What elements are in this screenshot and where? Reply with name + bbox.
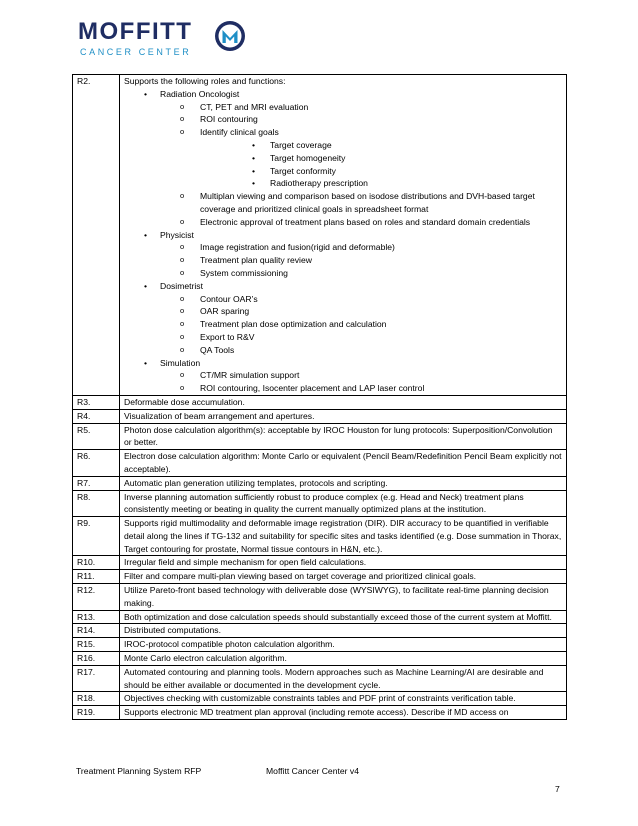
requirement-text: Deformable dose accumulation.: [120, 395, 567, 409]
moffitt-logo: [78, 20, 248, 60]
requirement-text: Distributed computations.: [120, 624, 567, 638]
clinical-goal: • Radiotherapy prescription: [124, 177, 562, 190]
requirement-id: R19.: [73, 706, 120, 720]
requirements-table: [72, 74, 567, 720]
requirement-text: Filter and compare multi-plan viewing based on target coverage and prioritized clinical goals.: [120, 570, 567, 584]
role-function: o System commissioning: [124, 267, 562, 280]
role-name: • Physicist: [124, 229, 562, 242]
requirement-text: Monte Carlo electron calculation algorithm.: [120, 652, 567, 666]
table-row: [73, 75, 567, 396]
role-function: o ROI contouring, Isocenter placement and LAP laser control: [124, 382, 562, 395]
clinical-goal: • Target coverage: [124, 139, 562, 152]
role-function: o Export to R&V: [124, 331, 562, 344]
requirement-id: R15.: [73, 638, 120, 652]
table-row: [73, 556, 567, 570]
requirement-text: Inverse planning automation sufficiently robust to produce complex (e.g. Head and Neck) treatment plans consistently meeting or beating in quality the current manually optimized plans at the institution.: [120, 490, 567, 517]
role-function: o Image registration and fusion(rigid and deformable): [124, 241, 562, 254]
footer-document-title: Treatment Planning System RFP: [76, 766, 202, 776]
table-row: [73, 692, 567, 706]
requirement-text: Supports electronic MD treatment plan approval (including remote access). Describe if MD access on: [120, 706, 567, 720]
role-function: o CT/MR simulation support: [124, 369, 562, 382]
requirement-text: Electron dose calculation algorithm: Monte Carlo or equivalent (Pencil Beam/Redefinition Pencil Beam explicitly not acceptable).: [120, 450, 567, 477]
clinical-goal: • Target homogeneity: [124, 152, 562, 165]
table-row: [73, 517, 567, 556]
table-row: [73, 450, 567, 477]
role-function: o Contour OAR’s: [124, 293, 562, 306]
role-name: • Radiation Oncologist: [124, 88, 562, 101]
requirement-id: R17.: [73, 665, 120, 692]
requirement-text: Automated contouring and planning tools. Modern approaches such as Machine Learning/AI are desirable and should be either available or documented in the development cycle.: [120, 665, 567, 692]
table-row: [73, 652, 567, 666]
role-function: o Treatment plan dose optimization and calculation: [124, 318, 562, 331]
role-function: o QA Tools: [124, 344, 562, 357]
clinical-goal: • Target conformity: [124, 165, 562, 178]
role-name: • Dosimetrist: [124, 280, 562, 293]
table-row: [73, 638, 567, 652]
requirement-text: Automatic plan generation utilizing templates, protocols and scripting.: [120, 476, 567, 490]
requirement-id: R13.: [73, 610, 120, 624]
footer-organization: Moffitt Cancer Center v4: [266, 766, 359, 776]
table-row: [73, 624, 567, 638]
logo-wordmark: MOFFITT: [78, 18, 193, 45]
role-name: • Simulation: [124, 357, 562, 370]
requirement-text: Both optimization and dose calculation speeds should substantially exceed those of the current system at Moffitt.: [120, 610, 567, 624]
requirement-text: Supports rigid multimodality and deformable image registration (DIR). DIR accuracy to be quantified in verifiable detail along the lines if TG-132 and suitability for specific sites and tasks identified (e.g. Dose summation in Thorax, Target contouring for prostate, Normal tissue contours in H&N, etc.).: [120, 517, 567, 556]
role-function: o Multiplan viewing and comparison based on isodose distributions and DVH-based target coverage and prioritized clinical goals in spreadsheet format: [124, 190, 562, 216]
table-row: [73, 476, 567, 490]
table-row: [73, 409, 567, 423]
requirement-id: R4.: [73, 409, 120, 423]
role-function: o Electronic approval of treatment plans based on roles and standard domain credentials: [124, 216, 562, 229]
logo-subtitle: CANCER CENTER: [80, 47, 192, 57]
role-function: o Identify clinical goals: [124, 126, 562, 139]
moffitt-m-icon: [214, 20, 246, 52]
requirement-text: Visualization of beam arrangement and apertures.: [120, 409, 567, 423]
requirement-id: R14.: [73, 624, 120, 638]
requirement-text: [120, 75, 567, 396]
role-function: o CT, PET and MRI evaluation: [124, 101, 562, 114]
requirement-id: R18.: [73, 692, 120, 706]
table-row: [73, 490, 567, 517]
page-number: 7: [555, 784, 560, 794]
requirement-text: Photon dose calculation algorithm(s): acceptable by IROC Houston for lung protocols: Superposition/Convolution or better.: [120, 423, 567, 450]
requirement-id: R10.: [73, 556, 120, 570]
table-row: [73, 395, 567, 409]
requirements-table-body: [73, 75, 567, 720]
requirement-text: Irregular field and simple mechanism for open field calculations.: [120, 556, 567, 570]
role-function: o Treatment plan quality review: [124, 254, 562, 267]
table-row: [73, 584, 567, 611]
requirement-text: Objectives checking with customizable constraints tables and PDF print of constraints verification table.: [120, 692, 567, 706]
role-function: o ROI contouring: [124, 113, 562, 126]
table-row: [73, 665, 567, 692]
requirement-id: R3.: [73, 395, 120, 409]
table-row: [73, 423, 567, 450]
requirement-id: R11.: [73, 570, 120, 584]
requirement-id: R7.: [73, 476, 120, 490]
requirement-id: R6.: [73, 450, 120, 477]
requirement-id: R16.: [73, 652, 120, 666]
requirement-id: R5.: [73, 423, 120, 450]
table-row: [73, 610, 567, 624]
requirement-text: Utilize Pareto-front based technology with deliverable dose (WYSIWYG), to facilitate real-time planning decision making.: [120, 584, 567, 611]
role-function: o OAR sparing: [124, 305, 562, 318]
roles-intro: Supports the following roles and functions:: [124, 76, 286, 86]
requirement-id: R2.: [73, 75, 120, 396]
table-row: [73, 706, 567, 720]
requirement-id: R9.: [73, 517, 120, 556]
requirement-id: R8.: [73, 490, 120, 517]
requirement-id: R12.: [73, 584, 120, 611]
requirement-text: IROC-protocol compatible photon calculation algorithm.: [120, 638, 567, 652]
table-row: [73, 570, 567, 584]
